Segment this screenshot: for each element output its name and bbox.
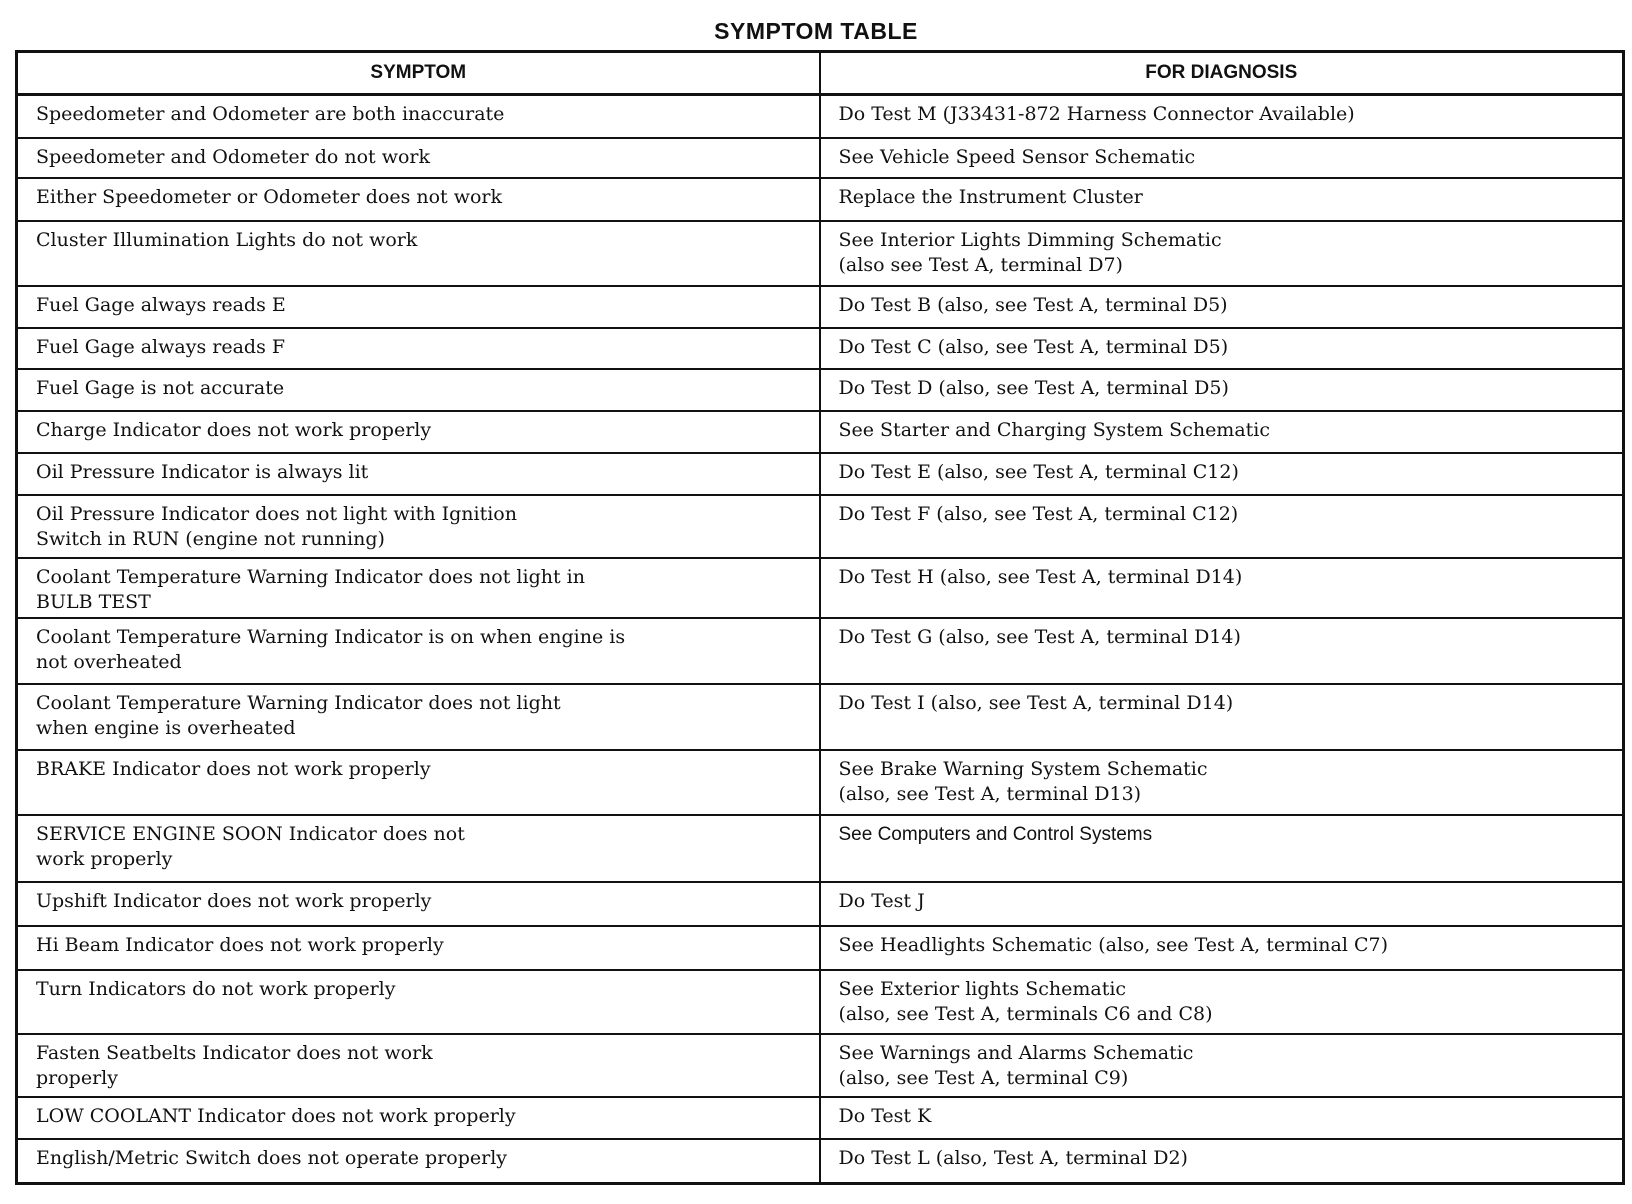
diagnosis-cell: Replace the Instrument Cluster — [820, 178, 1624, 221]
table-row — [17, 369, 1624, 411]
diagnosis-cell: See Interior Lights Dimming Schematic (also see Test A, terminal D7) — [820, 221, 1624, 286]
symptom-table — [15, 50, 1625, 1185]
symptom-cell: Fuel Gage is not accurate — [17, 369, 820, 411]
symptom-cell: Fasten Seatbelts Indicator does not work properly — [17, 1034, 820, 1097]
diagnosis-cell: See Computers and Control Systems — [820, 815, 1624, 882]
symptom-cell: Hi Beam Indicator does not work properly — [17, 926, 820, 970]
diagnosis-cell: See Vehicle Speed Sensor Schematic — [820, 138, 1624, 178]
table-row — [17, 684, 1624, 750]
table-row — [17, 926, 1624, 970]
table-row — [17, 453, 1624, 495]
table-row — [17, 178, 1624, 221]
table-row — [17, 1139, 1624, 1184]
diagnosis-column-header: FOR DIAGNOSIS — [820, 52, 1624, 95]
diagnosis-cell: Do Test B (also, see Test A, terminal D5) — [820, 286, 1624, 328]
symptom-cell: Coolant Temperature Warning Indicator does not light in BULB TEST — [17, 558, 820, 618]
diagnosis-cell: Do Test M (J33431-872 Harness Connector Available) — [820, 95, 1624, 138]
symptom-cell: Either Speedometer or Odometer does not work — [17, 178, 820, 221]
symptom-cell: Oil Pressure Indicator does not light with Ignition Switch in RUN (engine not running) — [17, 495, 820, 558]
diagnosis-cell: See Starter and Charging System Schematic — [820, 411, 1624, 453]
table-row — [17, 970, 1624, 1034]
diagnosis-cell: Do Test F (also, see Test A, terminal C12) — [820, 495, 1624, 558]
symptom-cell: Speedometer and Odometer do not work — [17, 138, 820, 178]
symptom-cell: Cluster Illumination Lights do not work — [17, 221, 820, 286]
symptom-cell: SERVICE ENGINE SOON Indicator does not work properly — [17, 815, 820, 882]
table-row — [17, 1034, 1624, 1097]
diagnosis-cell: Do Test D (also, see Test A, terminal D5) — [820, 369, 1624, 411]
diagnosis-cell: Do Test K — [820, 1097, 1624, 1139]
diagnosis-cell: See Brake Warning System Schematic (also, see Test A, terminal D13) — [820, 750, 1624, 815]
diagnosis-cell: See Warnings and Alarms Schematic (also, see Test A, terminal C9) — [820, 1034, 1624, 1097]
symptom-cell: Oil Pressure Indicator is always lit — [17, 453, 820, 495]
symptom-cell: Fuel Gage always reads E — [17, 286, 820, 328]
table-row — [17, 328, 1624, 369]
diagnosis-cell: Do Test E (also, see Test A, terminal C12) — [820, 453, 1624, 495]
diagnosis-cell: See Headlights Schematic (also, see Test A, terminal C7) — [820, 926, 1624, 970]
diagnosis-cell: See Exterior lights Schematic (also, see Test A, terminals C6 and C8) — [820, 970, 1624, 1034]
symptom-cell: Coolant Temperature Warning Indicator is on when engine is not overheated — [17, 618, 820, 684]
symptom-cell: Turn Indicators do not work properly — [17, 970, 820, 1034]
table-row — [17, 815, 1624, 882]
header-row — [17, 52, 1624, 95]
table-row — [17, 95, 1624, 138]
page-title: SYMPTOM TABLE — [714, 18, 918, 44]
symptom-cell: Speedometer and Odometer are both inaccurate — [17, 95, 820, 138]
table-row — [17, 411, 1624, 453]
symptom-cell: Upshift Indicator does not work properly — [17, 882, 820, 926]
symptom-cell: Fuel Gage always reads F — [17, 328, 820, 369]
table-row — [17, 882, 1624, 926]
table-row — [17, 221, 1624, 286]
symptom-cell: English/Metric Switch does not operate properly — [17, 1139, 820, 1184]
symptom-cell: LOW COOLANT Indicator does not work properly — [17, 1097, 820, 1139]
table-row — [17, 495, 1624, 558]
diagnosis-cell: Do Test C (also, see Test A, terminal D5) — [820, 328, 1624, 369]
table-row — [17, 138, 1624, 178]
diagnosis-cell: Do Test J — [820, 882, 1624, 926]
table-row — [17, 750, 1624, 815]
symptom-cell: BRAKE Indicator does not work properly — [17, 750, 820, 815]
diagnosis-cell: Do Test G (also, see Test A, terminal D14) — [820, 618, 1624, 684]
diagnosis-cell: Do Test L (also, Test A, terminal D2) — [820, 1139, 1624, 1184]
table-row — [17, 618, 1624, 684]
table-row — [17, 286, 1624, 328]
diagnosis-cell: Do Test H (also, see Test A, terminal D14) — [820, 558, 1624, 618]
symptom-column-header: SYMPTOM — [17, 52, 820, 95]
symptom-cell: Charge Indicator does not work properly — [17, 411, 820, 453]
table-row — [17, 1097, 1624, 1139]
table-row — [17, 558, 1624, 618]
symptom-cell: Coolant Temperature Warning Indicator does not light when engine is overheated — [17, 684, 820, 750]
diagnosis-cell: Do Test I (also, see Test A, terminal D14) — [820, 684, 1624, 750]
